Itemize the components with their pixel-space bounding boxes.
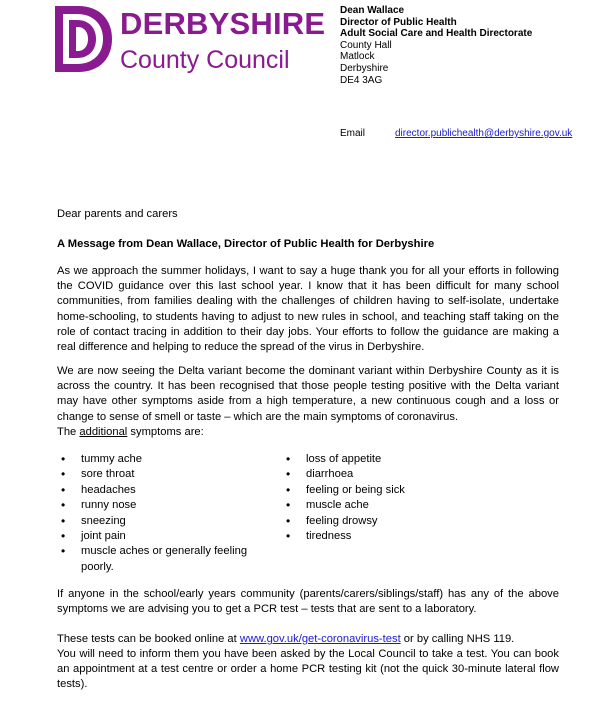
symptom-item: • sneezing bbox=[57, 514, 267, 529]
sender-address-block bbox=[340, 5, 532, 86]
salutation: Dear parents and carers bbox=[57, 208, 178, 220]
paragraph-5: You will need to inform them you have been asked by the Local Council to take a test. You can book an appointment at a test centre or order a home PCR testing kit (not the quick 30-minute lateral flow tests). bbox=[57, 648, 559, 691]
paragraph-3: If anyone in the school/early years community (parents/carers/siblings/staff) has any of the above symptoms we are advising you to get a PCR test – tests that are sent to a laboratory. bbox=[57, 588, 559, 616]
symptom-item: • runny nose bbox=[57, 498, 267, 513]
symptom-item: • tummy ache bbox=[57, 452, 267, 467]
paragraph-4-post: or by calling NHS 119. bbox=[400, 633, 515, 645]
address-postcode: DE4 3AG bbox=[340, 74, 383, 86]
symptoms-intro bbox=[57, 425, 559, 440]
sender-name: Dean Wallace bbox=[340, 5, 405, 16]
derbyshire-county-council-logo bbox=[52, 4, 326, 78]
symptoms-list-right bbox=[282, 452, 482, 544]
symptom-item: • headaches bbox=[57, 483, 267, 498]
symptoms-intro-post: symptoms are: bbox=[127, 426, 204, 438]
logo-subtitle: County Council bbox=[120, 46, 290, 74]
symptom-item: • feeling drowsy bbox=[282, 514, 482, 529]
coronavirus-test-link[interactable]: www.gov.uk/get-coronavirus-test bbox=[239, 633, 401, 645]
symptoms-intro-pre: The bbox=[57, 426, 80, 438]
address-line-1: County Hall bbox=[340, 39, 392, 51]
paragraph-1: As we approach the summer holidays, I want to say a huge thank you for all your efforts in following the COVID guidance over this last school year. I know that it has been difficult for many school communities, from families dealing with the challenges of children having to self-isolate, undertake home-schooling, to students having to adjust to new rules in school, and teaching staff taking on the role of contact tracing in addition to their day jobs. Your efforts to follow the guidance are making a real difference and helping to reduce the spread of the virus in Derbyshire. bbox=[57, 265, 559, 354]
symptoms-list-left bbox=[57, 452, 267, 575]
address-line-3: Derbyshire bbox=[340, 62, 389, 74]
sender-directorate: Adult Social Care and Health Directorate bbox=[340, 28, 533, 40]
email-link[interactable]: director.publichealth@derbyshire.gov.uk bbox=[395, 128, 573, 139]
paragraph-2: We are now seeing the Delta variant become the dominant variant within Derbyshire County as it is across the country. It has been recognised that those people testing positive with the Delta variant may have other symptoms aside from a high temperature, a new continuous cough and a loss or change to sense of smell or taste – which are the main symptoms of coronavirus. bbox=[57, 365, 559, 423]
logo-dd-mark-icon bbox=[52, 4, 114, 74]
symptom-item: • muscle aches or generally feeling poorly. bbox=[57, 544, 267, 575]
symptom-item: • loss of appetite bbox=[282, 452, 482, 467]
paragraph-4 bbox=[57, 632, 559, 647]
symptom-item: • sore throat bbox=[57, 467, 267, 482]
sender-title: Director of Public Health bbox=[340, 16, 457, 28]
logo-title: DERBYSHIRE bbox=[120, 6, 326, 41]
symptom-item: • joint pain bbox=[57, 529, 267, 544]
symptom-item: • tiredness bbox=[282, 529, 482, 544]
symptom-item: • muscle ache bbox=[282, 498, 482, 513]
symptom-item: • diarrhoea bbox=[282, 467, 482, 482]
address-line-2: Matlock bbox=[340, 51, 375, 63]
letter-heading: A Message from Dean Wallace, Director of Public Health for Derbyshire bbox=[57, 238, 435, 250]
email-label: Email bbox=[340, 128, 366, 139]
symptom-item: • feeling or being sick bbox=[282, 483, 482, 498]
symptoms-intro-underlined: additional bbox=[79, 426, 128, 438]
paragraph-4-pre: These tests can be booked online at bbox=[57, 633, 240, 645]
